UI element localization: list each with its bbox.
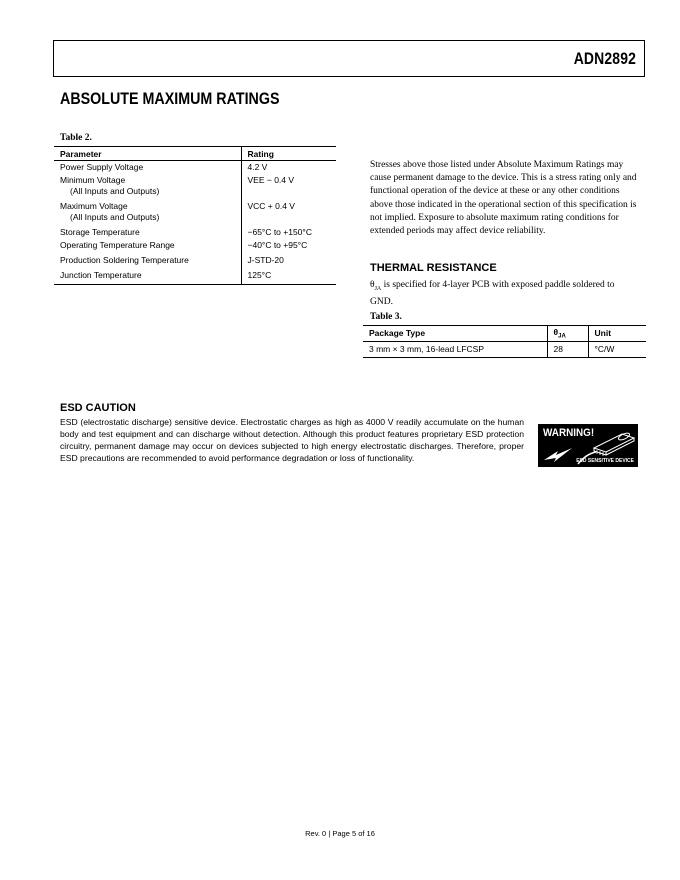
table2-caption: Table 2. xyxy=(60,133,92,143)
table3-caption: Table 3. xyxy=(370,312,402,322)
cell-parameter: Junction Temperature xyxy=(54,267,241,285)
column-header-parameter: Parameter xyxy=(54,147,241,161)
table-row xyxy=(54,198,336,224)
table-row xyxy=(54,161,336,175)
header-box xyxy=(53,40,645,77)
section-title: ABSOLUTE MAXIMUM RATINGS xyxy=(60,89,280,108)
absolute-max-ratings-table xyxy=(54,146,336,285)
esd-text: ESD (electrostatic discharge) sensitive device. Electrostatic charges as high as 4000 V readily accumulate on the human body and test equipment and can discharge without detection. Although this product features proprietary ESD protection circuitry, permanent damage may occur on devices subjected to high energy electrostatic discharges. Therefore, proper ESD precautions are recommended to avoid performance degradation or loss of functionality. xyxy=(60,417,524,463)
table-row xyxy=(54,224,336,239)
cell-rating: −65°C to +150°C xyxy=(247,227,312,237)
cell-rating: 4.2 V xyxy=(247,162,268,172)
column-header-package: Package Type xyxy=(363,326,547,342)
cell-parameter-main: Minimum Voltage xyxy=(60,175,126,185)
page-footer: Rev. 0 | Page 5 of 16 xyxy=(305,829,375,838)
table-row xyxy=(54,174,336,198)
cell-package: 3 mm × 3 mm, 16-lead LFCSP xyxy=(363,341,547,357)
thermal-heading: THERMAL RESISTANCE xyxy=(370,262,497,274)
cell-rating: 125°C xyxy=(247,270,272,280)
cell-parameter: Operating Temperature Range xyxy=(54,239,241,252)
warning-subtext: ESD SENSITIVE DEVICE xyxy=(576,458,634,464)
column-header-unit: Unit xyxy=(588,326,646,342)
table-header-row xyxy=(363,326,646,342)
table-header-row xyxy=(54,147,336,161)
esd-heading: ESD CAUTION xyxy=(60,402,136,414)
cell-parameter xyxy=(54,174,241,198)
theta-symbol: θ xyxy=(553,327,559,337)
table-row xyxy=(363,341,646,357)
cell-parameter-main: Maximum Voltage xyxy=(60,201,128,211)
cell-parameter xyxy=(54,198,241,224)
thermal-note-text: is specified for 4-layer PCB with exposed paddle soldered to GND. xyxy=(370,280,615,308)
cell-rating: J-STD-20 xyxy=(247,255,284,265)
column-header-rating: Rating xyxy=(241,147,336,161)
theta-subscript: JA xyxy=(374,285,382,292)
cell-rating: VCC + 0.4 V xyxy=(247,201,295,211)
cell-parameter-sub: (All Inputs and Outputs) xyxy=(70,186,160,196)
stress-note: Stresses above those listed under Absolute Maximum Ratings may cause permanent damage to the device. This is a stress rating only and functional operation of the device at these or any other conditions above those indicated in the operational section of this specification is not implied. Exposure to absolute maximum rating conditions for extended periods may affect device reliability. xyxy=(370,160,637,237)
cell-unit: °C/W xyxy=(588,341,646,357)
column-header-theta xyxy=(547,326,588,342)
thermal-resistance-table xyxy=(363,325,646,358)
table-row xyxy=(54,252,336,267)
cell-parameter: Storage Temperature xyxy=(54,224,241,239)
esd-warning-badge xyxy=(538,424,638,467)
thermal-note xyxy=(370,279,638,309)
warning-word: WARNING! xyxy=(543,427,595,439)
theta-subscript: JA xyxy=(558,333,566,340)
cell-parameter-sub: (All Inputs and Outputs) xyxy=(70,212,160,222)
table-row xyxy=(54,267,336,285)
theta-symbol: θ xyxy=(370,280,375,290)
cell-parameter: Power Supply Voltage xyxy=(54,161,241,175)
part-number: ADN2892 xyxy=(573,49,636,68)
cell-theta: 28 xyxy=(547,341,588,357)
table-row xyxy=(54,239,336,252)
cell-rating: −40°C to +95°C xyxy=(247,240,308,250)
cell-parameter: Production Soldering Temperature xyxy=(54,252,241,267)
cell-rating: VEE − 0.4 V xyxy=(247,175,295,185)
